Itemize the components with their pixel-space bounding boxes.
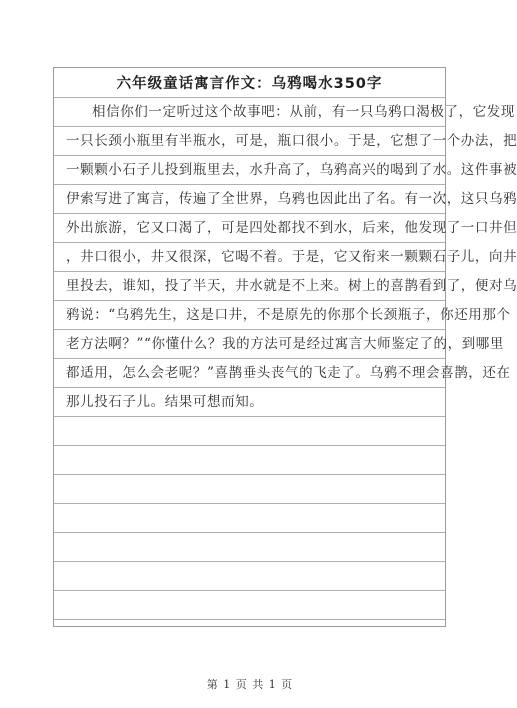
document-title: 六年级童话寓言作文：乌鸦喝水350字 <box>116 76 383 92</box>
text-line: 一只长颈小瓶里有半瓶水，可是，瓶口很小。于是，它想了一个办法，把 <box>66 133 517 149</box>
text-line-row <box>54 127 517 156</box>
text-line: 都适用，怎么会老呢？”喜鹊垂头丧气的飞走了。乌鸦不理会喜鹊，还在 <box>66 365 511 381</box>
text-line-row <box>54 330 505 359</box>
blank-line-row <box>54 562 445 591</box>
text-line: 外出旅游，它又口渴了，可是四处都找不到水，后来，他发现了一口井但 <box>66 220 517 236</box>
text-line: 伊索写进了寓言，传遍了全世界，乌鸦也因此出了名。有一次，这只乌鸦 <box>66 191 517 207</box>
text-line-row <box>54 359 511 388</box>
text-line: 鸦说：“乌鸦先生，这是口井，不是原先的你那个长颈瓶子，你还用那个 <box>66 307 511 323</box>
text-line-row <box>54 185 517 214</box>
text-line: 老方法啊？”“你懂什么？我的方法可是经过寓言大师鉴定了的，到哪里 <box>66 336 505 352</box>
text-line-row <box>54 98 515 127</box>
text-line-row <box>54 301 511 330</box>
text-line: 那儿投石子儿。结果可想而知。 <box>66 394 264 410</box>
text-line: 相信你们一定听过这个故事吧：从前，有一只乌鸦口渴极了，它发现 <box>92 104 515 120</box>
page-footer: 第 1 页 共 1 页 <box>206 678 294 691</box>
text-line: 里投去，谁知，投了半天，井水就是不上来。树上的喜鹊看到了，便对乌 <box>66 278 517 294</box>
title-row <box>54 68 445 98</box>
text-line-row <box>54 243 517 272</box>
blank-line-row <box>54 446 445 475</box>
blank-line-row <box>54 533 445 562</box>
text-line: ，井口很小，井又很深，它喝不着。于是，它又衔来一颗颗石子儿，向井 <box>66 249 517 265</box>
composition-sheet <box>53 67 517 627</box>
blank-line-row <box>54 417 445 446</box>
text-line-row <box>54 388 445 417</box>
text-line-row <box>54 156 517 185</box>
blank-line-row <box>54 475 445 504</box>
blank-line-row <box>54 504 445 533</box>
text-line-row <box>54 272 517 301</box>
blank-line-row <box>54 591 445 620</box>
text-line-row <box>54 214 517 243</box>
text-line: 一颗颗小石子儿投到瓶里去，水升高了，乌鸦高兴的喝到了水。这件事被 <box>66 162 517 178</box>
